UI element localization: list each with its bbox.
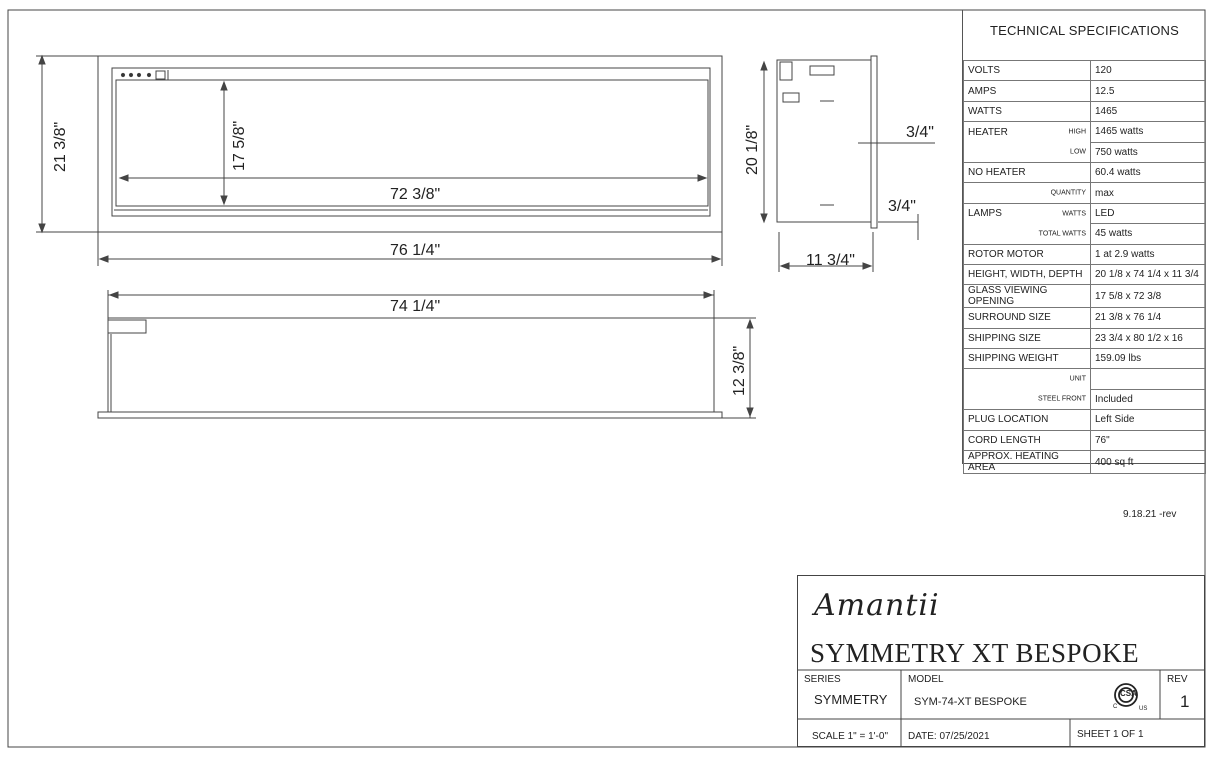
spec-label	[964, 369, 1091, 389]
spec-value: Left Side	[1091, 410, 1206, 430]
spec-value: 23 3/4 x 80 1/2 x 16	[1091, 328, 1206, 348]
glass-height-label: 17 5/8"	[231, 120, 248, 171]
spec-label: CORD LENGTH	[964, 430, 1091, 450]
spec-label: NO HEATER	[964, 162, 1091, 182]
spec-sublabel: QUANTITY	[1050, 189, 1086, 197]
brand-logo: Amantii	[814, 588, 940, 623]
spec-table	[963, 60, 1206, 474]
spec-value: 60.4 watts	[1091, 162, 1206, 182]
spec-row	[964, 81, 1206, 101]
csa-text: CSA	[1120, 689, 1137, 698]
spec-value: LED	[1091, 203, 1206, 223]
spec-row	[964, 61, 1206, 81]
spec-value: 750 watts	[1091, 142, 1206, 162]
spec-row	[964, 308, 1206, 328]
model-value: SYM-74-XT BESPOKE	[914, 696, 1027, 708]
product-title: SYMMETRY XT BESPOKE	[810, 638, 1140, 668]
spec-label: SURROUND SIZE	[964, 308, 1091, 328]
spec-value: 1465	[1091, 101, 1206, 121]
sheet-text: SHEET 1 OF 1	[1077, 729, 1144, 740]
spec-label: SHIPPING WEIGHT	[964, 349, 1091, 369]
top-width-label: 74 1/4"	[390, 298, 441, 315]
top-front-strip	[98, 412, 722, 418]
spec-row	[964, 389, 1206, 409]
spec-label	[964, 389, 1091, 409]
spec-row	[964, 328, 1206, 348]
spec-label	[964, 142, 1091, 162]
spec-value: 400 sq ft	[1091, 451, 1206, 474]
spec-label: WATTS	[964, 101, 1091, 121]
spec-label: AMPS	[964, 81, 1091, 101]
revision-note: 9.18.21 -rev	[1123, 509, 1177, 520]
spec-value	[1091, 369, 1206, 389]
top-control-box	[108, 320, 146, 333]
series-label: SERIES	[804, 674, 841, 685]
side-view	[761, 56, 935, 272]
spec-value: 159.09 lbs	[1091, 349, 1206, 369]
spec-label: APPROX. HEATING AREA	[964, 451, 1091, 474]
flange-lower-label: 3/4"	[888, 198, 916, 215]
front-view	[36, 56, 722, 266]
spec-sublabel: WATTS	[1062, 210, 1086, 218]
spec-value: 1 at 2.9 watts	[1091, 244, 1206, 264]
csa-c: C	[1113, 704, 1118, 710]
spec-value: 76"	[1091, 430, 1206, 450]
surround-width-label: 76 1/4"	[390, 242, 441, 259]
spec-row	[964, 183, 1206, 203]
spec-title: TECHNICAL SPECIFICATIONS	[990, 23, 1179, 38]
spec-label: HEIGHT, WIDTH, DEPTH	[964, 264, 1091, 284]
spec-value: 12.5	[1091, 81, 1206, 101]
spec-row	[964, 101, 1206, 121]
side-depth-label: 11 3/4"	[806, 252, 855, 269]
spec-row	[964, 369, 1206, 389]
spec-label	[964, 224, 1091, 244]
spec-row	[964, 122, 1206, 142]
scale-text: SCALE 1" = 1'-0"	[812, 731, 888, 742]
spec-value: 120	[1091, 61, 1206, 81]
spec-row	[964, 203, 1206, 223]
side-flange	[871, 56, 877, 228]
top-depth-label: 12 3/8"	[731, 345, 748, 396]
flange-upper-label: 3/4"	[906, 124, 934, 141]
spec-row	[964, 349, 1206, 369]
spec-sublabel: UNIT	[1069, 375, 1086, 383]
spec-row	[964, 224, 1206, 244]
spec-value: 1465 watts	[1091, 122, 1206, 142]
spec-label-main: LAMPS	[968, 208, 1002, 220]
spec-value: max	[1091, 183, 1206, 203]
spec-value: 17 5/8 x 72 3/8	[1091, 285, 1206, 308]
spec-row	[964, 430, 1206, 450]
rev-value: 1	[1180, 692, 1190, 711]
spec-value: Included	[1091, 389, 1206, 409]
date-text: DATE: 07/25/2021	[908, 731, 990, 742]
series-value: SYMMETRY	[814, 692, 888, 707]
surround-height-label: 21 3/8"	[52, 121, 69, 172]
spec-label: ROTOR MOTOR	[964, 244, 1091, 264]
spec-label: VOLTS	[964, 61, 1091, 81]
spec-label-main: HEATER	[968, 126, 1008, 138]
title-block	[797, 575, 1205, 747]
model-label: MODEL	[908, 674, 944, 685]
spec-row	[964, 410, 1206, 430]
side-body	[777, 60, 871, 222]
spec-value: 21 3/8 x 76 1/4	[1091, 308, 1206, 328]
spec-panel	[962, 10, 1206, 474]
csa-us: US	[1139, 706, 1148, 712]
spec-row	[964, 162, 1206, 182]
spec-sublabel: TOTAL WATTS	[1038, 230, 1086, 238]
spec-value: 20 1/8 x 74 1/4 x 11 3/4	[1091, 264, 1206, 284]
spec-row	[964, 451, 1206, 474]
spec-sublabel: LOW	[1070, 148, 1086, 156]
rev-label: REV	[1167, 674, 1188, 685]
spec-row	[964, 244, 1206, 264]
spec-row	[964, 142, 1206, 162]
spec-label: SHIPPING SIZE	[964, 328, 1091, 348]
spec-sublabel: STEEL FRONT	[1038, 395, 1086, 403]
spec-label	[964, 183, 1091, 203]
spec-row	[964, 285, 1206, 308]
spec-sublabel: HIGH	[1068, 128, 1086, 136]
spec-label	[964, 122, 1091, 142]
spec-label: PLUG LOCATION	[964, 410, 1091, 430]
spec-label: GLASS VIEWING OPENING	[964, 285, 1091, 308]
glass-width-label: 72 3/8"	[390, 186, 441, 203]
side-height-label: 20 1/8"	[744, 124, 761, 175]
spec-row	[964, 264, 1206, 284]
spec-value: 45 watts	[1091, 224, 1206, 244]
spec-label	[964, 203, 1091, 223]
